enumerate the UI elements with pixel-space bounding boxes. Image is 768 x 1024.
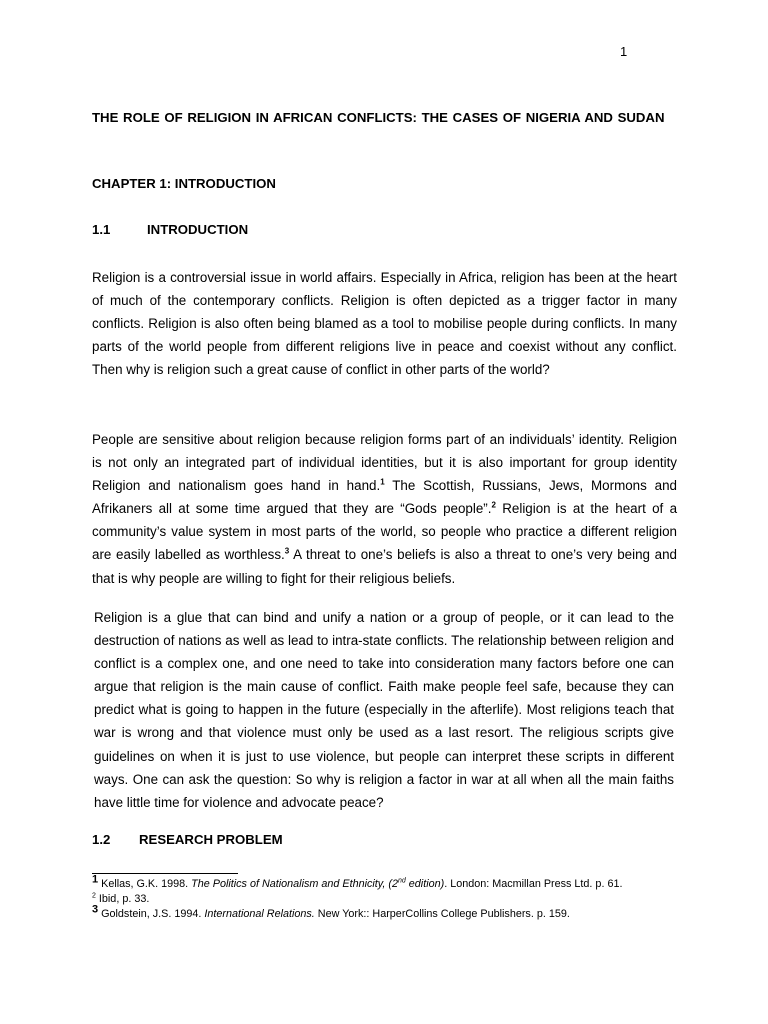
footnote-number: 2 — [92, 892, 96, 900]
footnote-divider — [92, 873, 238, 874]
chapter-heading: CHAPTER 1: INTRODUCTION — [92, 176, 276, 191]
footnote-edition: edition) — [405, 878, 445, 890]
section-heading-1-2 — [92, 832, 283, 847]
document-title: THE ROLE OF RELIGION IN AFRICAN CONFLICTS: THE CASES OF NIGERIA AND SUDAN — [92, 110, 665, 125]
section-number: 1.1 — [92, 222, 111, 237]
section-heading-1-1 — [92, 222, 248, 237]
section-title: RESEARCH PROBLEM — [139, 832, 283, 847]
paragraph-3: Religion is a glue that can bind and unify a nation or a group of people, or it can lead to the destruction of nations as well as lead to intra-state conflicts. The relationship between religion and conflict is a complex one, and one need to take into consideration many factors before one can argue that religion is the main cause of conflict. Faith make people feel safe, because they can predict what is going to happen in the future (especially in the afterlife). Most religions teach that war is wrong and that violence must only be used as a last resort. The religious scripts give guidelines on when it is just to use violence, but people can interpret these scripts in different ways. One can ask the question: So why is religion a factor in war at all when all the main faiths have little time for violence and advocate peace? — [94, 610, 674, 810]
footnote-ref-2[interactable]: 2 — [491, 500, 496, 510]
footnote-1 — [92, 873, 692, 892]
section-title: INTRODUCTION — [147, 222, 249, 237]
paragraph-2-text-d: A threat to one’s beliefs is also a threat to one’s very being and that is why people are willing to fight for their religious beliefs. — [92, 547, 677, 586]
paragraph-2 — [92, 428, 677, 590]
footnote-publisher: New York:: HarperCollins College Publishers. p. 159. — [314, 908, 570, 920]
footnote-2 — [92, 892, 692, 907]
page-number: 1 — [620, 44, 628, 59]
footnote-number: 3 — [92, 903, 99, 916]
footnote-publisher: . London: Macmillan Press Ltd. p. 61. — [444, 878, 623, 890]
paragraph-1: Religion is a controversial issue in world affairs. Especially in Africa, religion has been at the heart of much of the contemporary conflicts. Religion is often depicted as a trigger factor in many conflicts. Religion is also often being blamed as a tool to mobilise people during conflicts. In many parts of the world people from different religions live in peace and coexist without any conflict. Then why is religion such a great cause of conflict in other parts of the world? — [92, 270, 677, 378]
footnote-book-title: International Relations. — [204, 908, 315, 920]
footnote-number: 1 — [92, 873, 99, 886]
footnote-text: Goldstein, J.S. 1994. — [98, 908, 205, 920]
footnote-3 — [92, 903, 692, 922]
footnote-ref-1[interactable]: 1 — [380, 477, 385, 487]
footnote-ordinal: nd — [397, 877, 406, 885]
footnote-book-title: The Politics of Nationalism and Ethnicity, (2 — [191, 878, 398, 890]
footnotes — [92, 873, 692, 922]
paragraph-2-text-b: The Scottish, Russians, Jews, Mormons and Afrikaners all at some time argued that they are “Gods people”. — [92, 478, 677, 517]
footnote-text: Ibid, p. 33. — [95, 893, 150, 905]
paragraph-2-text-c: Religion is at the heart of a community’s value system in most parts of the world, so people who practice a different religion are easily labelled as worthless. — [92, 501, 678, 563]
paragraph-2-text-a: People are sensitive about religion because religion forms part of an individuals’ identity. Religion is not only an integrated part of individual identities, but it is also important for group identity Religion and nationalism goes hand in hand. — [92, 432, 677, 494]
footnote-text: Kellas, G.K. 1998. — [98, 878, 192, 890]
footnote-ref-3[interactable]: 3 — [284, 547, 290, 556]
section-number: 1.2 — [92, 832, 111, 847]
